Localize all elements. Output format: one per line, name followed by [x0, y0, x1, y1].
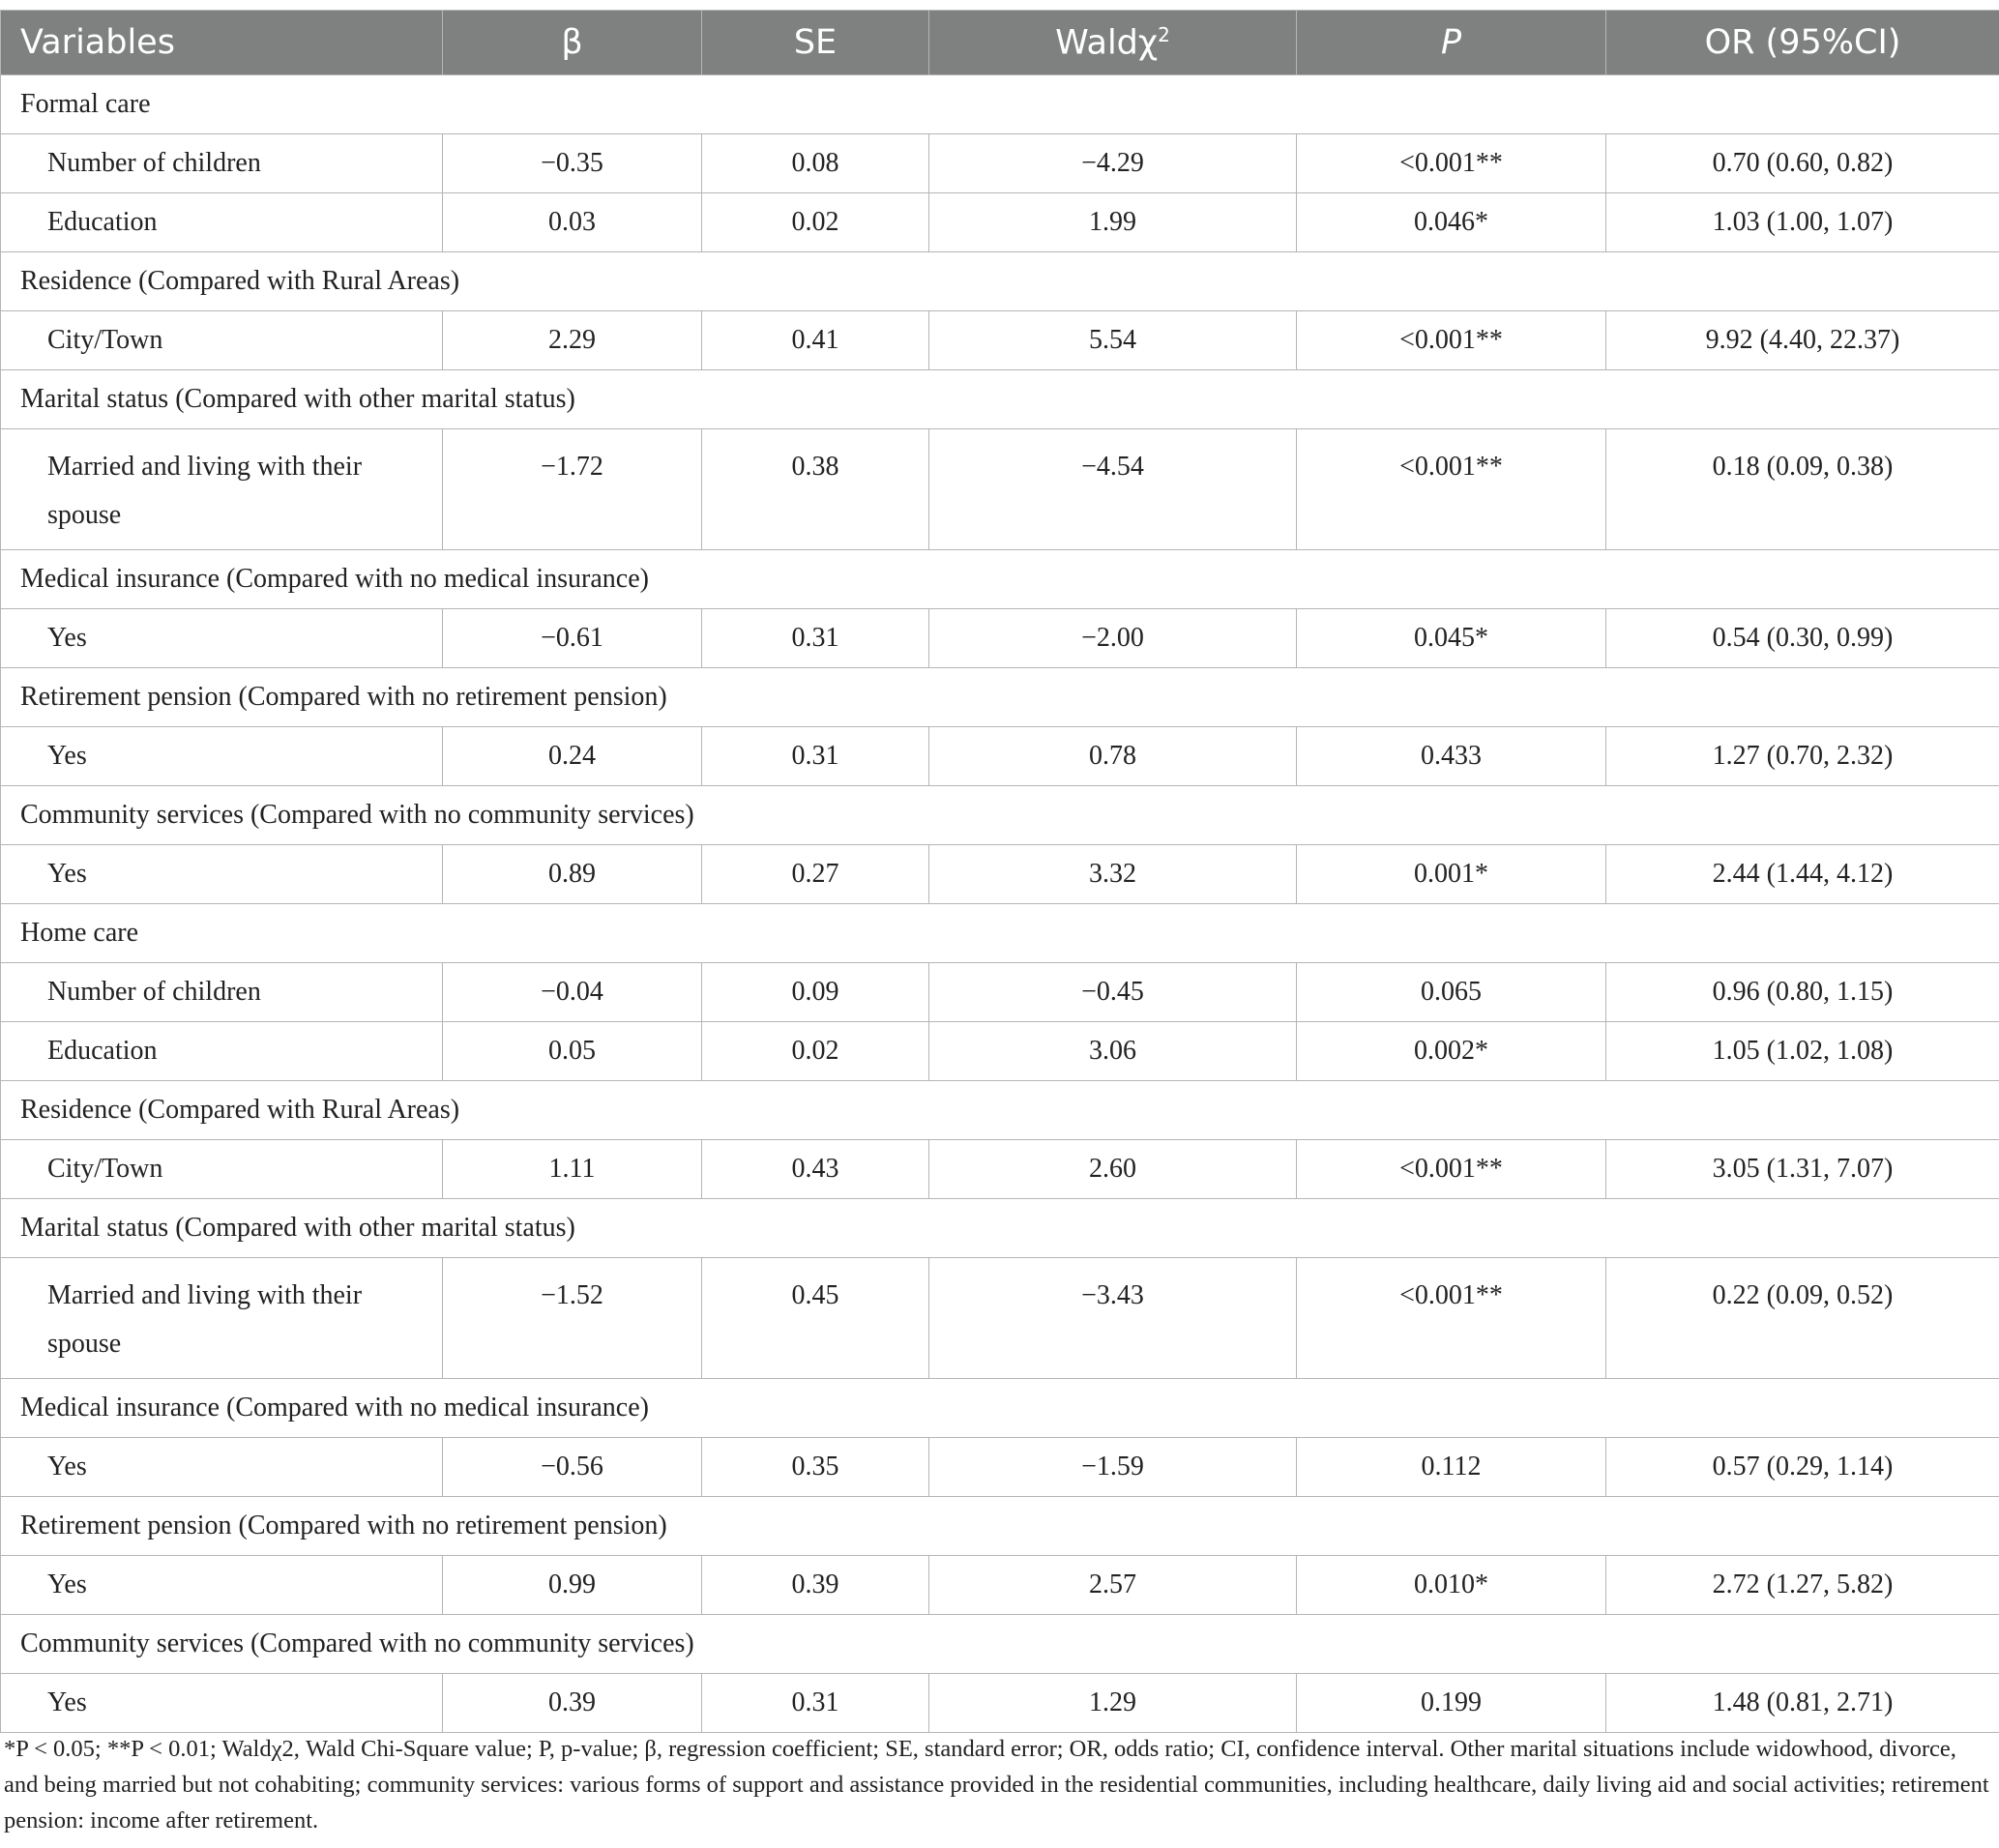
group-row	[1, 904, 1999, 963]
beta-cell: −1.72	[443, 429, 702, 550]
variable-cell: Yes	[1, 1438, 443, 1497]
header-wald-text: Waldχ	[1055, 23, 1159, 63]
regression-table	[0, 10, 1999, 1733]
header-row	[1, 11, 1999, 75]
se-cell: 0.31	[702, 727, 929, 786]
or-cell: 9.92 (4.40, 22.37)	[1606, 311, 1999, 370]
beta-cell: 0.03	[443, 193, 702, 252]
variable-cell: City/Town	[1, 311, 443, 370]
or-cell: 0.57 (0.29, 1.14)	[1606, 1438, 1999, 1497]
variable-cell: Number of children	[1, 134, 443, 193]
p-value-cell: 0.001*	[1297, 845, 1606, 904]
wald-cell: −3.43	[929, 1258, 1297, 1379]
or-cell: 0.18 (0.09, 0.38)	[1606, 429, 1999, 550]
table-row	[1, 845, 1999, 904]
wald-cell: 0.78	[929, 727, 1297, 786]
group-label: Medical insurance (Compared with no medical insurance)	[1, 1379, 1999, 1438]
se-cell: 0.35	[702, 1438, 929, 1497]
table-row	[1, 963, 1999, 1022]
group-row	[1, 75, 1999, 134]
group-row	[1, 1379, 1999, 1438]
p-value-cell: 0.046*	[1297, 193, 1606, 252]
header-variables: Variables	[1, 11, 443, 75]
variable-cell: Married and living with their spouse	[1, 1258, 443, 1379]
wald-cell: −0.45	[929, 963, 1297, 1022]
group-row	[1, 1497, 1999, 1556]
results-table-container	[0, 10, 1999, 1733]
beta-cell: 0.05	[443, 1022, 702, 1081]
p-value-cell: 0.065	[1297, 963, 1606, 1022]
beta-cell: 0.89	[443, 845, 702, 904]
variable-cell: Yes	[1, 727, 443, 786]
wald-cell: −2.00	[929, 609, 1297, 668]
p-value-cell: <0.001**	[1297, 134, 1606, 193]
se-cell: 0.02	[702, 1022, 929, 1081]
se-cell: 0.31	[702, 609, 929, 668]
variable-cell: City/Town	[1, 1140, 443, 1199]
beta-cell: −0.35	[443, 134, 702, 193]
p-value-cell: 0.002*	[1297, 1022, 1606, 1081]
table-row	[1, 311, 1999, 370]
wald-cell: 1.29	[929, 1674, 1297, 1733]
or-cell: 0.70 (0.60, 0.82)	[1606, 134, 1999, 193]
wald-cell: 1.99	[929, 193, 1297, 252]
p-value-cell: 0.433	[1297, 727, 1606, 786]
table-row	[1, 727, 1999, 786]
wald-cell: −1.59	[929, 1438, 1297, 1497]
group-label: Medical insurance (Compared with no medical insurance)	[1, 550, 1999, 609]
se-cell: 0.38	[702, 429, 929, 550]
beta-cell: −0.61	[443, 609, 702, 668]
wald-cell: 5.54	[929, 311, 1297, 370]
table-row	[1, 1674, 1999, 1733]
table-row	[1, 609, 1999, 668]
table-footnote: *P < 0.05; **P < 0.01; Waldχ2, Wald Chi-Square value; P, p-value; β, regression coefficient; SE, standard error; OR, odds ratio; CI, confidence interval. Other marital situations include widowhood, divorce, and being married but not cohabiting; community services: various forms of support and assistance provided in the residential communities, including healthcare, daily living aid and social activities; retirement pension: income after retirement.	[4, 1736, 1989, 1833]
group-row	[1, 370, 1999, 429]
wald-cell: 2.57	[929, 1556, 1297, 1615]
beta-cell: 2.29	[443, 311, 702, 370]
or-cell: 1.05 (1.02, 1.08)	[1606, 1022, 1999, 1081]
p-value-cell: <0.001**	[1297, 311, 1606, 370]
group-row	[1, 668, 1999, 727]
p-value-cell: <0.001**	[1297, 1258, 1606, 1379]
beta-cell: 1.11	[443, 1140, 702, 1199]
group-row	[1, 1199, 1999, 1258]
table-row	[1, 1140, 1999, 1199]
se-cell: 0.41	[702, 311, 929, 370]
variable-cell: Education	[1, 1022, 443, 1081]
or-cell: 2.44 (1.44, 4.12)	[1606, 845, 1999, 904]
or-cell: 2.72 (1.27, 5.82)	[1606, 1556, 1999, 1615]
group-label: Home care	[1, 904, 1999, 963]
p-value-cell: <0.001**	[1297, 429, 1606, 550]
header-wald-superscript: 2	[1158, 22, 1170, 46]
or-cell: 3.05 (1.31, 7.07)	[1606, 1140, 1999, 1199]
table-row	[1, 193, 1999, 252]
wald-cell: −4.54	[929, 429, 1297, 550]
p-value-cell: 0.045*	[1297, 609, 1606, 668]
group-row	[1, 786, 1999, 845]
group-label: Retirement pension (Compared with no retirement pension)	[1, 1497, 1999, 1556]
beta-cell: −1.52	[443, 1258, 702, 1379]
or-cell: 0.22 (0.09, 0.52)	[1606, 1258, 1999, 1379]
wald-cell: −4.29	[929, 134, 1297, 193]
group-row	[1, 252, 1999, 311]
group-label: Residence (Compared with Rural Areas)	[1, 252, 1999, 311]
beta-cell: 0.99	[443, 1556, 702, 1615]
p-value-cell: <0.001**	[1297, 1140, 1606, 1199]
group-row	[1, 550, 1999, 609]
header-beta: β	[443, 11, 702, 75]
table-row	[1, 429, 1999, 550]
wald-cell: 3.06	[929, 1022, 1297, 1081]
group-row	[1, 1615, 1999, 1674]
beta-cell: −0.56	[443, 1438, 702, 1497]
header-se: SE	[702, 11, 929, 75]
se-cell: 0.27	[702, 845, 929, 904]
header-wald	[929, 11, 1297, 75]
beta-cell: 0.24	[443, 727, 702, 786]
table-row	[1, 1258, 1999, 1379]
se-cell: 0.31	[702, 1674, 929, 1733]
group-label: Community services (Compared with no community services)	[1, 1615, 1999, 1674]
variable-cell: Education	[1, 193, 443, 252]
table-row	[1, 1556, 1999, 1615]
se-cell: 0.08	[702, 134, 929, 193]
wald-cell: 2.60	[929, 1140, 1297, 1199]
se-cell: 0.43	[702, 1140, 929, 1199]
se-cell: 0.09	[702, 963, 929, 1022]
p-value-cell: 0.010*	[1297, 1556, 1606, 1615]
group-label: Marital status (Compared with other marital status)	[1, 370, 1999, 429]
or-cell: 1.03 (1.00, 1.07)	[1606, 193, 1999, 252]
or-cell: 0.96 (0.80, 1.15)	[1606, 963, 1999, 1022]
header-p: P	[1297, 11, 1606, 75]
wald-cell: 3.32	[929, 845, 1297, 904]
beta-cell: 0.39	[443, 1674, 702, 1733]
or-cell: 1.48 (0.81, 2.71)	[1606, 1674, 1999, 1733]
or-cell: 1.27 (0.70, 2.32)	[1606, 727, 1999, 786]
group-row	[1, 1081, 1999, 1140]
beta-cell: −0.04	[443, 963, 702, 1022]
or-cell: 0.54 (0.30, 0.99)	[1606, 609, 1999, 668]
group-label: Retirement pension (Compared with no retirement pension)	[1, 668, 1999, 727]
variable-cell: Married and living with their spouse	[1, 429, 443, 550]
table-row	[1, 1438, 1999, 1497]
table-body	[1, 75, 1999, 1733]
variable-cell: Yes	[1, 609, 443, 668]
se-cell: 0.45	[702, 1258, 929, 1379]
variable-cell: Number of children	[1, 963, 443, 1022]
variable-cell: Yes	[1, 1674, 443, 1733]
group-label: Residence (Compared with Rural Areas)	[1, 1081, 1999, 1140]
group-label: Community services (Compared with no community services)	[1, 786, 1999, 845]
variable-cell: Yes	[1, 845, 443, 904]
se-cell: 0.02	[702, 193, 929, 252]
header-or: OR (95%CI)	[1606, 11, 1999, 75]
table-row	[1, 1022, 1999, 1081]
p-value-cell: 0.199	[1297, 1674, 1606, 1733]
se-cell: 0.39	[702, 1556, 929, 1615]
group-label: Formal care	[1, 75, 1999, 134]
group-label: Marital status (Compared with other marital status)	[1, 1199, 1999, 1258]
variable-cell: Yes	[1, 1556, 443, 1615]
p-value-cell: 0.112	[1297, 1438, 1606, 1497]
table-row	[1, 134, 1999, 193]
